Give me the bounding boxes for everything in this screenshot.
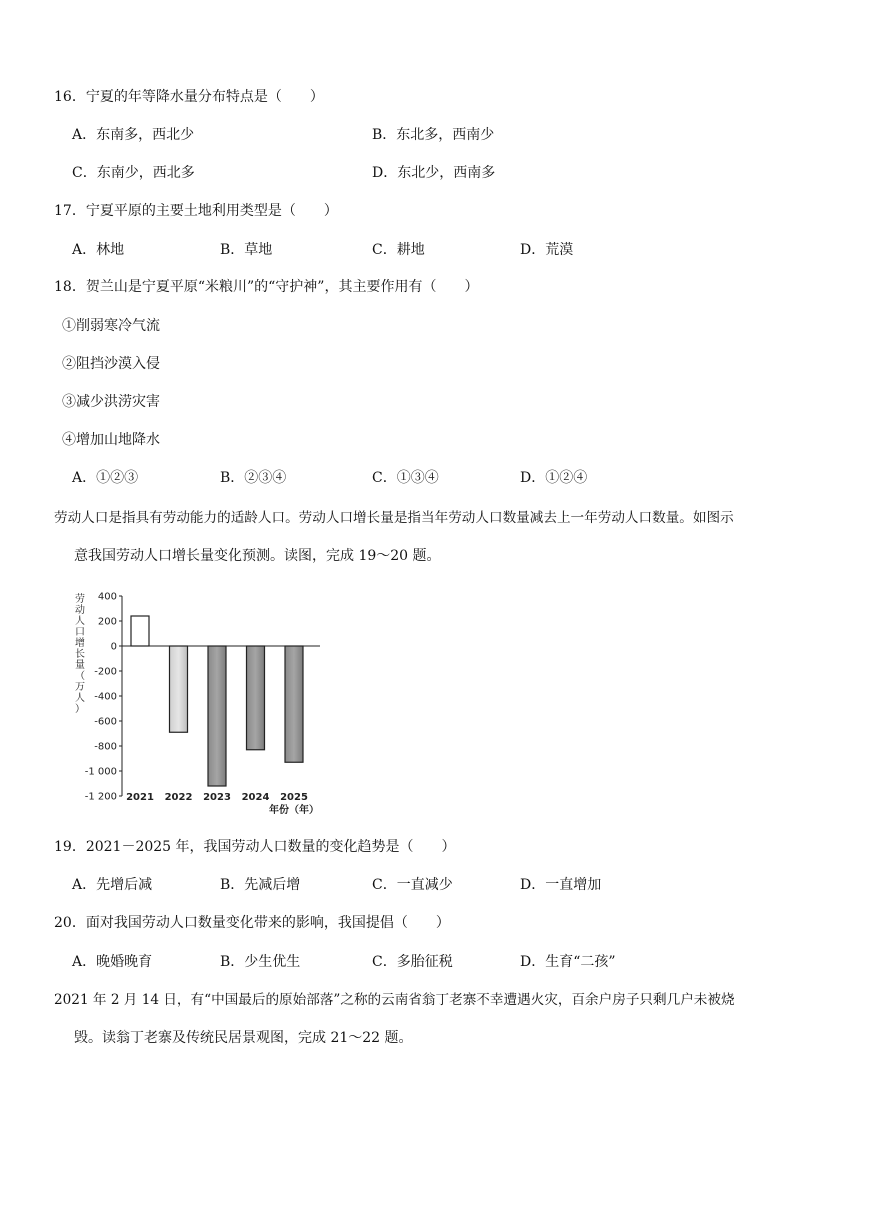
- y-tick-label: 200: [97, 616, 117, 628]
- intro1-line2: 意我国劳动人口增长量变化预测。读图，完成 19～20 题。: [74, 548, 441, 564]
- q17-stem: 17．宁夏平原的主要土地利用类型是（ ）: [54, 203, 338, 219]
- intro1-line1: 劳动人口是指具有劳动能力的适龄人口。劳动人口增长量是指当年劳动人口数量减去上一年劳动人口数量。如图示: [54, 510, 734, 526]
- y-tick-label: -200: [94, 666, 117, 678]
- y-axis-label-char: 量: [75, 660, 85, 671]
- q19-option-d: D．一直增加: [520, 877, 602, 893]
- y-tick-label: -600: [94, 716, 117, 728]
- q20-option-b: B．少生优生: [220, 954, 301, 970]
- q16-option-c: C．东南少，西北多: [72, 165, 195, 181]
- x-tick-label: 2021: [126, 792, 154, 803]
- y-tick-label: 400: [97, 591, 117, 603]
- q19-stem: 19．2021－2025 年，我国劳动人口数量的变化趋势是（ ）: [54, 839, 456, 855]
- bar-2025: [285, 646, 303, 762]
- x-tick-label: 2022: [164, 792, 193, 803]
- q16-stem: 16．宁夏的年等降水量分布特点是（ ）: [54, 89, 324, 105]
- q18-option-a: A．①②③: [72, 470, 139, 486]
- x-tick-label: 2025: [280, 792, 308, 803]
- y-axis-label-char: 人: [75, 616, 85, 627]
- q18-option-b: B．②③④: [220, 470, 287, 486]
- q19-option-c: C．一直减少: [372, 877, 453, 893]
- q17-option-b: B．草地: [220, 242, 273, 258]
- x-axis-label: 年份（年）: [269, 805, 319, 816]
- y-axis-label-char: 万: [75, 682, 85, 693]
- x-tick-label: 2023: [203, 792, 231, 803]
- q19-option-b: B．先减后增: [220, 877, 301, 893]
- q19-option-a: A．先增后减: [72, 877, 153, 893]
- y-axis-label-char: 增: [75, 638, 85, 649]
- q16-option-d: D．东北少，西南多: [372, 165, 496, 181]
- q17-option-c: C．耕地: [372, 242, 425, 258]
- bar-2024: [247, 646, 265, 750]
- y-tick-label: 0: [110, 641, 117, 653]
- x-tick-label: 2024: [241, 792, 270, 803]
- q18-item-1: ①削弱寒冷气流: [62, 318, 160, 334]
- y-axis-label-char: 动: [75, 605, 85, 616]
- y-tick-label: -1 000: [84, 766, 117, 778]
- intro2-line1: 2021 年 2 月 14 日，有“中国最后的原始部落”之称的云南省翁丁老寨不幸遭遇火灾，百余户房子只剩几户未被烧: [54, 992, 735, 1008]
- y-axis-label-group: [75, 592, 85, 715]
- q20-option-c: C．多胎征税: [372, 954, 453, 970]
- q17-option-a: A．林地: [72, 242, 125, 258]
- q20-stem: 20．面对我国劳动人口数量变化带来的影响，我国提倡（ ）: [54, 915, 450, 931]
- q20-option-a: A．晚婚晚育: [72, 954, 153, 970]
- bar-2021: [131, 616, 149, 646]
- labor-growth-chart: [72, 588, 352, 820]
- y-axis-label-char: （: [75, 671, 85, 682]
- intro2-line2: 毁。读翁丁老寨及传统民居景观图，完成 21～22 题。: [74, 1030, 413, 1046]
- q18-option-d: D．①②④: [520, 470, 588, 486]
- y-tick-label: -800: [94, 741, 117, 753]
- y-axis-label-char: 长: [75, 649, 85, 660]
- bar-2022: [170, 646, 188, 732]
- q20-option-d: D．生育“二孩”: [520, 954, 616, 970]
- y-axis-label-char: ）: [75, 704, 85, 715]
- bar-2023: [208, 646, 226, 786]
- y-axis-label-char: 人: [75, 693, 85, 704]
- y-tick-label: -1 200: [84, 791, 117, 803]
- y-tick-label: -400: [94, 691, 117, 703]
- y-axis-label-char: 口: [75, 627, 85, 638]
- q18-stem: 18．贺兰山是宁夏平原“米粮川”的“守护神”，其主要作用有（ ）: [54, 279, 479, 295]
- q18-item-2: ②阻挡沙漠入侵: [62, 356, 160, 372]
- q18-item-3: ③减少洪涝灾害: [62, 394, 160, 410]
- q17-option-d: D．荒漠: [520, 242, 574, 258]
- q18-option-c: C．①③④: [372, 470, 439, 486]
- y-axis-label-char: 劳: [75, 594, 85, 605]
- q16-option-a: A．东南多，西北少: [72, 127, 195, 143]
- q18-item-4: ④增加山地降水: [62, 432, 160, 448]
- q16-option-b: B．东北多，西南少: [372, 127, 495, 143]
